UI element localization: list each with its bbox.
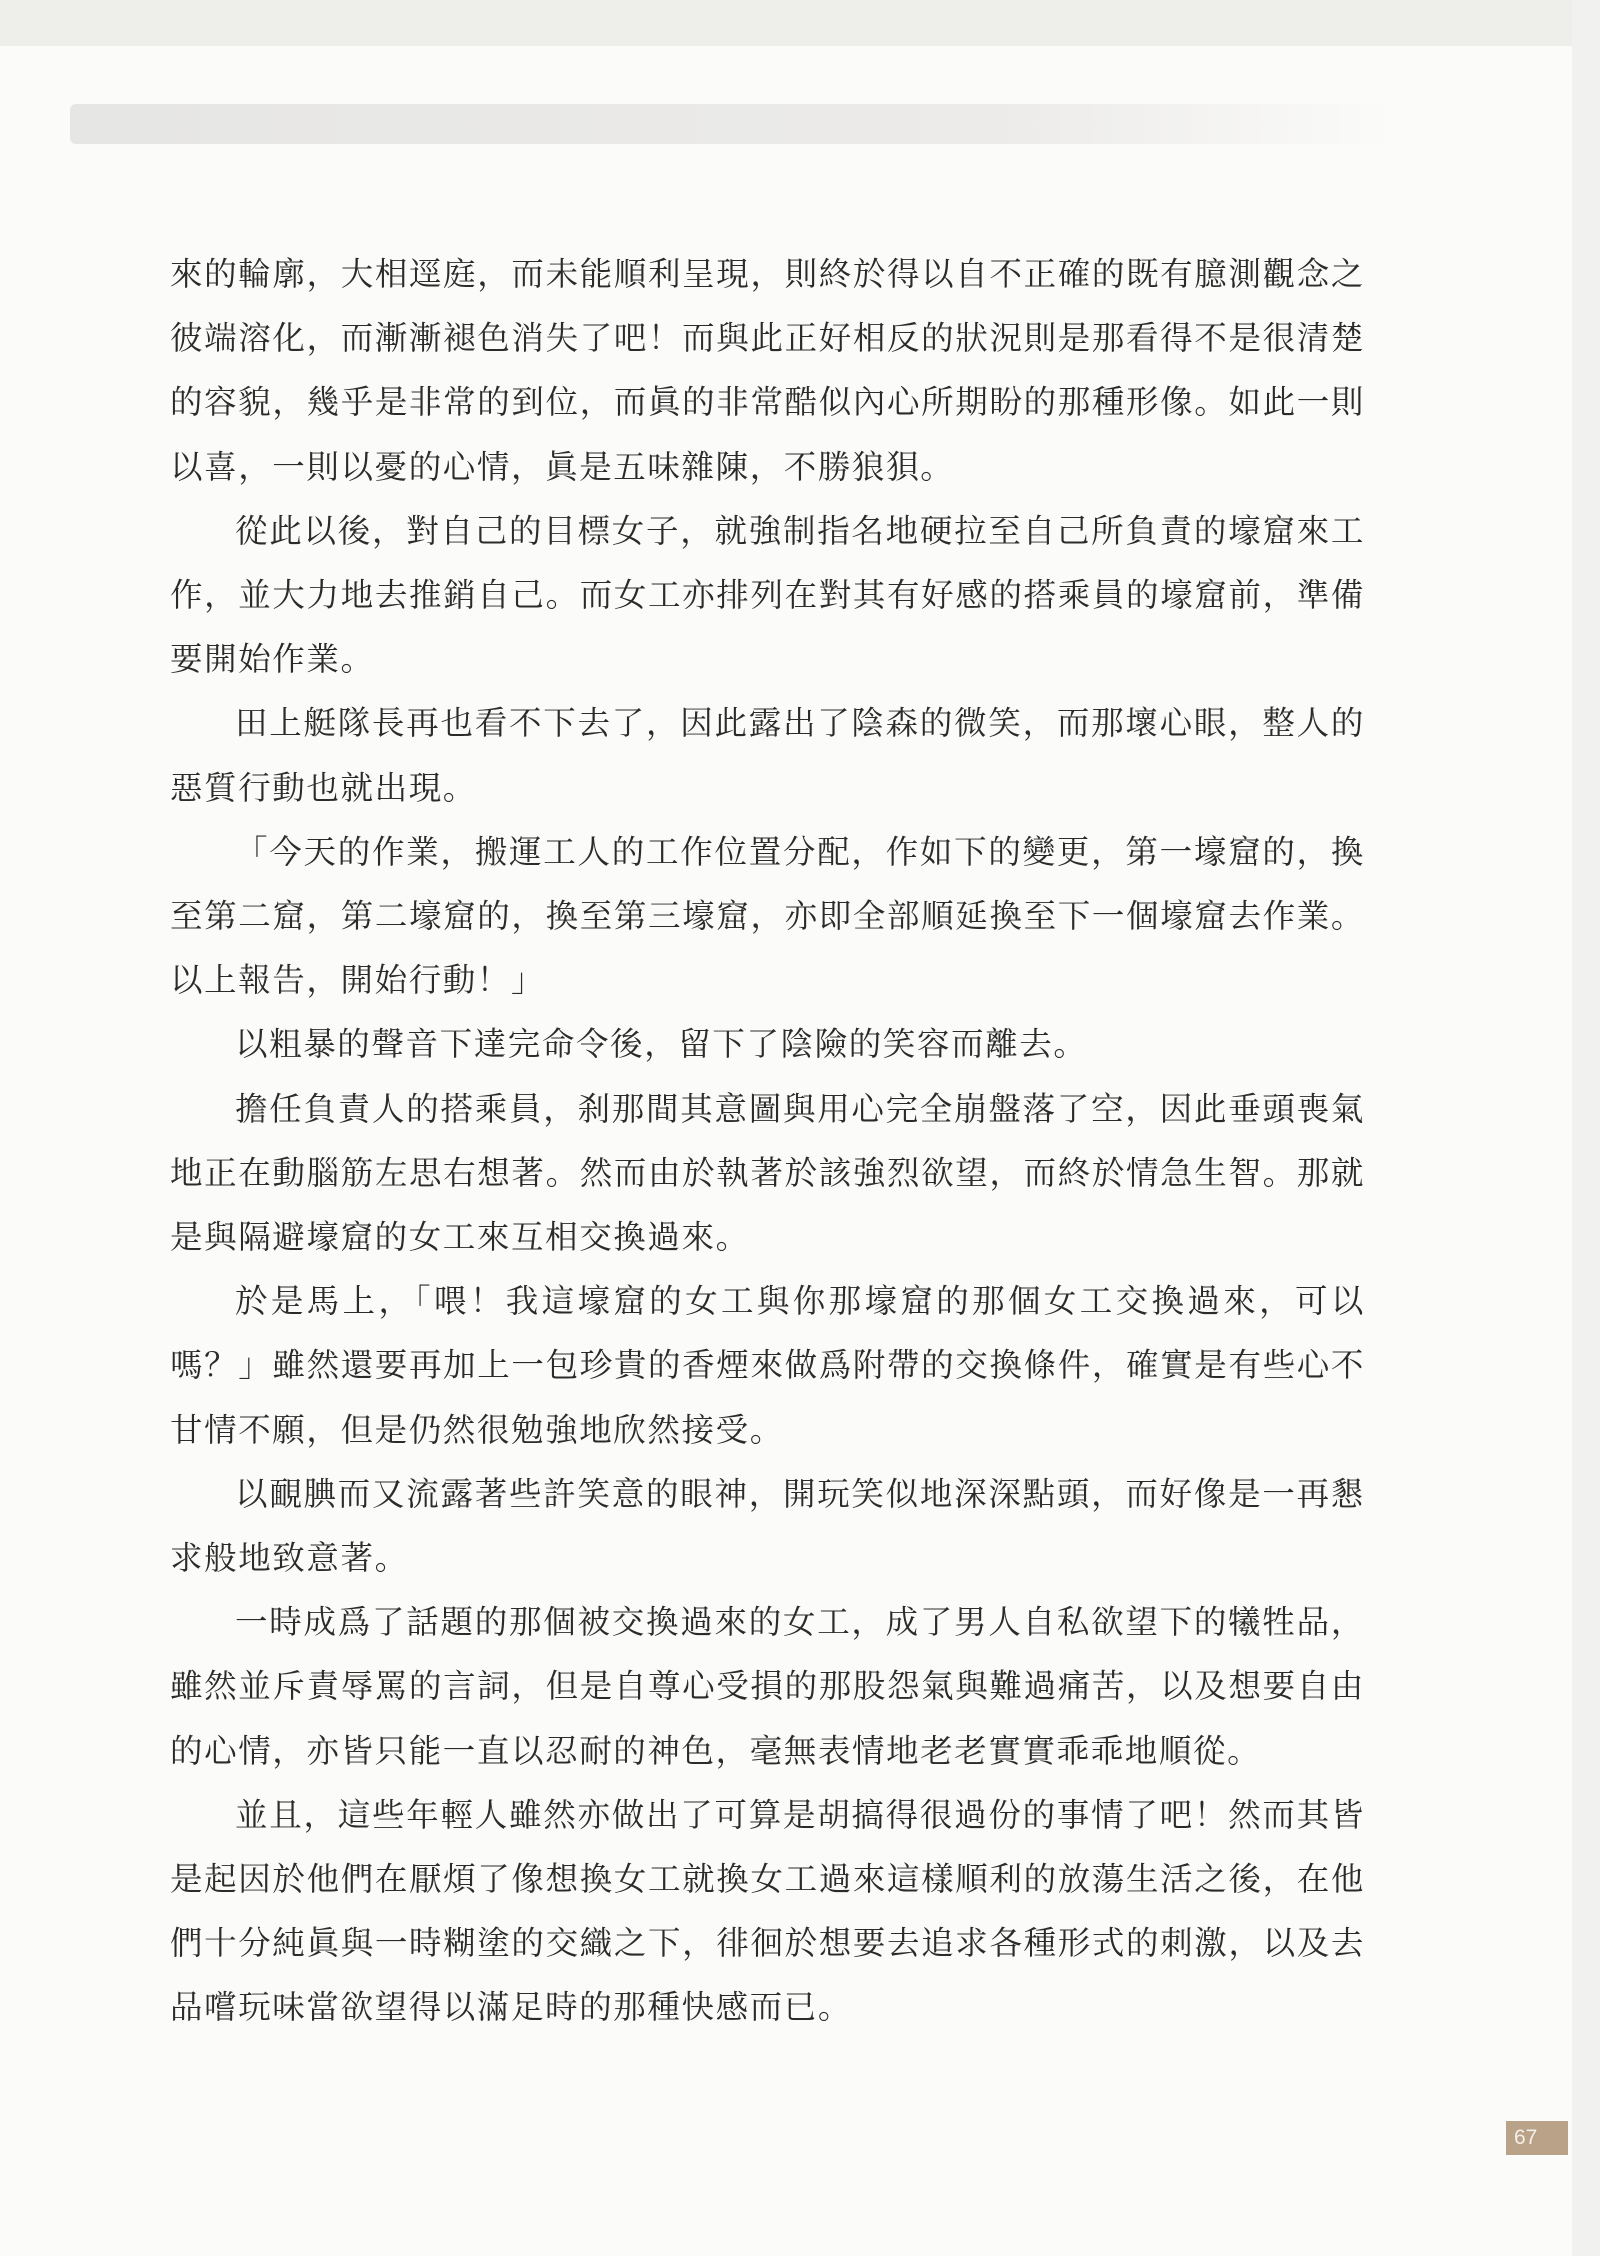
paragraph: 並且，這些年輕人雖然亦做出了可算是胡搞得很過份的事情了吧！然而其皆是起因於他們在厭煩了像想換女工就換女工過來這樣順利的放蕩生活之後，在他們十分純眞與一時糊塗的交織之下，徘徊於想要去追求各種形式的刺激，以及去品嚐玩味當欲望得以滿足時的那種快感而已。 xyxy=(170,1795,1365,2027)
paragraph: 於是馬上，「喂！我這壕窟的女工與你那壕窟的那個女工交換過來，可以嗎？」雖然還要再加上一包珍貴的香煙來做爲附帶的交換條件，確實是有些心不甘情不願，但是仍然很勉強地欣然接受。 xyxy=(170,1282,1365,1449)
body-text xyxy=(170,242,1365,2040)
paragraph: 來的輪廓，大相逕庭，而未能順利呈現，則終於得以自不正確的既有臆測觀念之彼端溶化，而漸漸褪色消失了吧！而與此正好相反的狀況則是那看得不是很清楚的容貌，幾乎是非常的到位，而眞的非常酷似內心所期盼的那種形像。如此一則以喜，一則以憂的心情，眞是五味雜陳，不勝狼狽。 xyxy=(170,255,1365,486)
paragraph: 從此以後，對自己的目標女子，就強制指名地硬拉至自己所負責的壕窟來工作，並大力地去推銷自己。而女工亦排列在對其有好感的搭乘員的壕窟前，準備要開始作業。 xyxy=(170,511,1365,679)
scan-top-band xyxy=(0,0,1600,46)
paragraph: 擔任負責人的搭乘員，刹那間其意圖與用心完全崩盤落了空，因此垂頭喪氣地正在動腦筋左思右想著。然而由於執著於該強烈欲望，而終於情急生智。那就是與隔避壕窟的女工來互相交換過來。 xyxy=(170,1089,1365,1257)
scan-right-edge xyxy=(1572,0,1600,2256)
paragraph: 以靦腆而又流露著些許笑意的眼神，開玩笑似地深深點頭，而好像是一再懇求般地致意著。 xyxy=(170,1474,1365,1578)
page-number: 67 xyxy=(1506,2121,1568,2155)
paragraph: 「今天的作業，搬運工人的工作位置分配，作如下的變更，第一壕窟的，換至第二窟，第二壕窟的，換至第三壕窟，亦即全部順延換至下一個壕窟去作業。以上報告，開始行動！」 xyxy=(170,832,1365,1000)
paragraph: 以粗暴的聲音下達完命令後，留下了陰險的笑容而離去。 xyxy=(235,1025,1088,1064)
header-decoration xyxy=(70,104,1400,144)
paragraph: 一時成爲了話題的那個被交換過來的女工，成了男人自私欲望下的犧牲品，雖然並斥責辱罵的言詞，但是自尊心受損的那股怨氣與難過痛苦，以及想要自由的心情，亦皆只能一直以忍耐的神色，毫無表情地老老實實乖乖地順從。 xyxy=(170,1603,1365,1770)
paragraph: 田上艇隊長再也看不下去了，因此露出了陰森的微笑，而那壞心眼，整人的惡質行動也就出現。 xyxy=(170,704,1365,807)
